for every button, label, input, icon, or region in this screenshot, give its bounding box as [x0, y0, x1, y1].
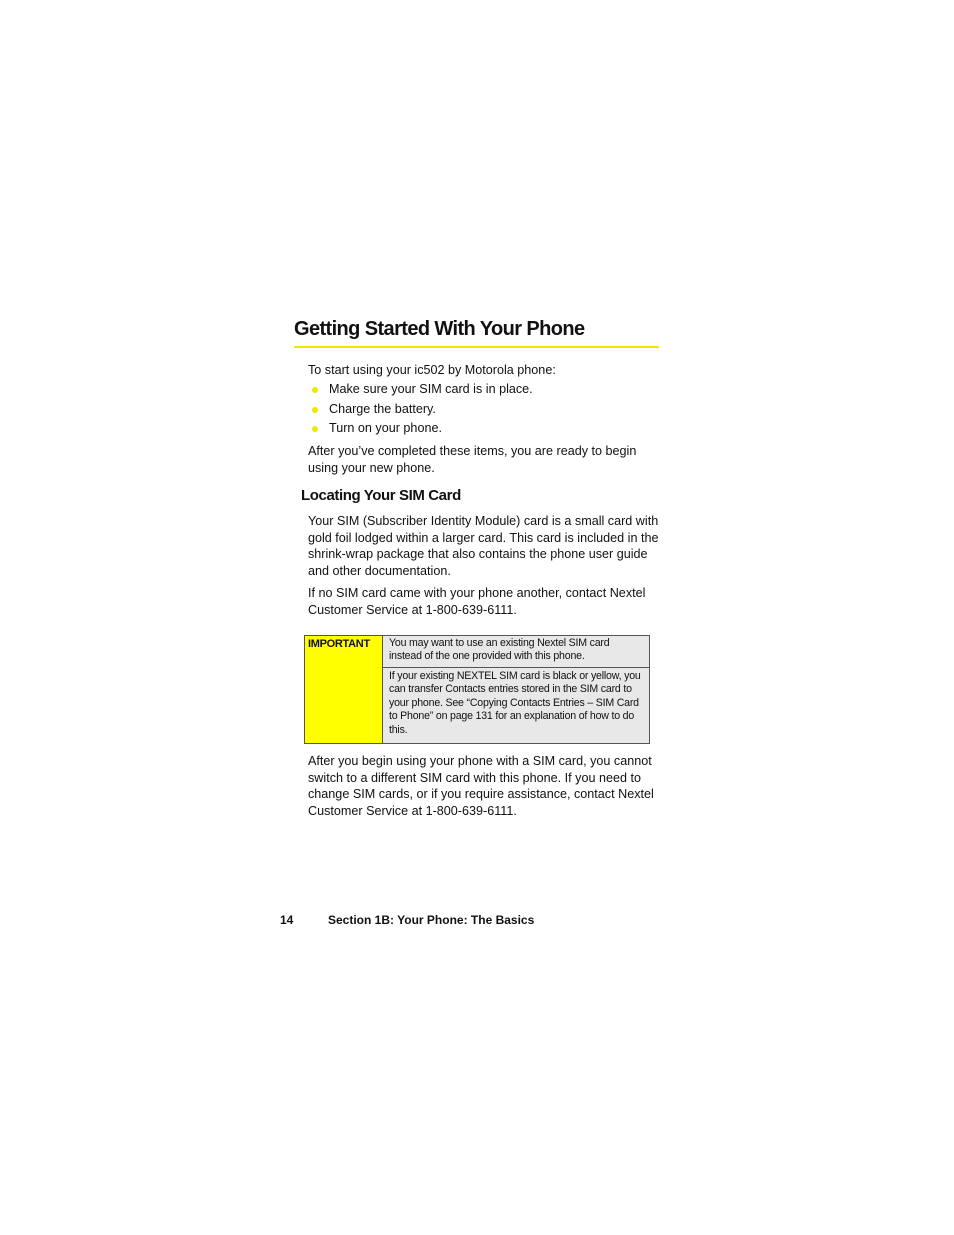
after-steps-text: After you’ve completed these items, you are ready to begin using your new phone. — [308, 444, 637, 475]
sim-description-paragraph: Your SIM (Subscriber Identity Module) card is a small card with gold foil lodged within a larger card. This card is included in the shrink-wrap package that also contains the phone user guide and other documentation. — [308, 514, 659, 578]
important-callout — [304, 635, 650, 744]
important-notes — [383, 636, 649, 743]
list-item — [312, 381, 660, 401]
footer-section-title: Section 1B: Your Phone: The Basics — [328, 913, 535, 927]
list-item-text: Make sure your SIM card is in place. — [329, 382, 533, 396]
list-item-text: Charge the battery. — [329, 401, 436, 416]
page-number: 14 — [280, 913, 294, 927]
important-note-1: You may want to use an existing Nextel SIM card instead of the one provided with this phone. — [383, 636, 649, 668]
steps-list — [312, 381, 660, 440]
bullet-dot-icon — [312, 426, 318, 432]
section-heading: Locating Your SIM Card — [301, 487, 461, 504]
list-item — [312, 401, 660, 421]
important-note-2: If your existing NEXTEL SIM card is black or yellow, you can transfer Contacts entries stored in the SIM card to your phone. See “Copying Contacts Entries – SIM Card to Phone” on page 131 for an explanation of how to do this. — [389, 670, 641, 736]
bullet-dot-icon — [312, 387, 318, 393]
no-sim-paragraph: If no SIM card came with your phone another, contact Nextel Customer Service at 1-800-639-6111. — [308, 586, 646, 617]
list-item — [312, 420, 660, 440]
bullet-dot-icon — [312, 407, 318, 413]
important-label: IMPORTANT — [305, 636, 383, 743]
list-item-text: Turn on your phone. — [329, 421, 442, 435]
page-title: Getting Started With Your Phone — [294, 316, 659, 348]
intro-text: To start using your ic502 by Motorola phone: — [308, 363, 556, 377]
switching-sim-paragraph: After you begin using your phone with a SIM card, you cannot switch to a different SIM card with this phone. If you need to change SIM cards, or if you require assistance, contact Nextel Customer Service at 1-800-639-6111. — [308, 754, 654, 818]
